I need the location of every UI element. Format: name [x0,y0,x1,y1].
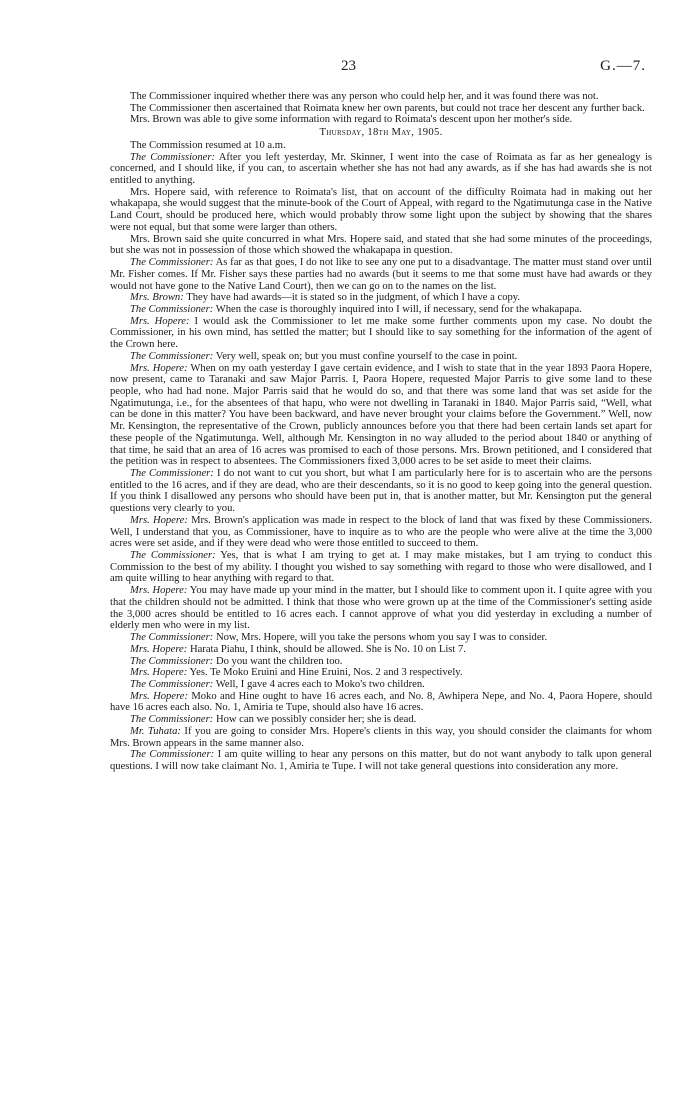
paragraph: Mrs. Brown was able to give some information with regard to Roimata's descent upon her mother's side. [130,114,573,126]
speaker: Mrs. Hopere: [130,362,188,374]
paragraph [110,468,652,515]
speaker: The Commissioner: [130,350,214,362]
paragraph [110,292,652,304]
speaker: Mrs. Hopere: [130,667,188,679]
paragraph [110,363,652,468]
speaker: Mrs. Hopere: [130,514,188,526]
paragraph [110,351,652,363]
paragraph [110,691,652,714]
paragraph-text: As far as that goes, I do not like to see any one put to a disadvantage. The matter must stand over until Mr. Fisher comes. If Mr. Fisher says these parties had no awards (but it seems to me that some must have had awards or they would not have gone to the Native Land Court), then we can go on to the names on the list. [110,257,652,292]
paragraph [110,515,652,550]
speaker: The Commissioner: [130,678,214,690]
paragraph-text: I would ask the Commissioner to let me make some further comments upon my case. No doubt the Commissioner, in his own mind, has settled the matter; but I should like to say something for the information of the agent of the Crown here. [110,315,652,351]
speaker: The Commissioner: [130,468,214,479]
paragraph [110,632,652,644]
series-label: G.—7. [600,58,646,74]
speaker: The Commissioner: [130,550,216,562]
paragraph [110,749,652,772]
speaker: Mrs. Hopere: [130,643,188,655]
speaker: Mrs. Brown: [130,292,184,304]
paragraph-text: How can we possibly consider her; she is dead. [215,714,417,726]
paragraph-text: When on my oath yesterday I gave certain evidence, and I wish to state that in the year 1893 Paora Hopere, now present, came to Taranaki and saw Major Parris. I, Paora Hopere, requested Major Parris to give some land to these people, who had had none. Major Parris said that he would do so, and that there was some land that was set aside for the Ngatimutunga, i.e., for the absentees of that hapu, who were not dwelling in Taranaki in 1840. Major Parris said, “Well, what can be done in this matter? You have been backward, and have never brought your claims before the Government.” Well, now Mr. Kensington, the representative of the Crown, publicly announces before you that there had been certain lands set apart for these people of the Ngatimutunga. Well, although Mr. Kensington in no way alluded to the period about 1840 or anything of that time, he said that an area of 16 acres was promised to each of those persons. Mrs. Brown petitioned, and I considered that the petition was in respect to absentees. The Commissioners fixed 3,000 acres to be set aside to meet their claims. [110,362,652,468]
paragraph-text: If you are going to consider Mrs. Hopere's clients in this way, you should consider the claimants for whom Mrs. Brown appears in the same manner also. [110,725,652,749]
speaker: Mr. Tuhata: [130,725,181,737]
paragraph [110,726,652,749]
paragraph [110,187,652,234]
date-heading: Thursday, 18th May, 1905. [319,127,443,139]
paragraph [110,234,652,257]
paragraph [110,304,652,316]
paragraph-text: Now, Mrs. Hopere, will you take the persons whom you say I was to consider. [215,632,548,644]
paragraph: The Commissioner then ascertained that Roimata knew her own parents, but could not trace her descent any further back. [130,102,645,114]
paragraph-text: They have had awards—it is stated so in the judgment, of which I have a copy. [186,292,521,304]
speaker: The Commissioner: [130,303,214,315]
document-body [110,91,652,773]
paragraph-text: Harata Piahu, I think, should be allowed. She is No. 10 on List 7. [189,643,466,655]
paragraph-text: When the case is thoroughly inquired into I will, if necessary, send for the whakapapa. [215,303,582,315]
page-header [0,58,700,78]
speaker: The Commissioner: [130,655,214,667]
paragraph-text: You may have made up your mind in the matter, but I should like to comment upon it. I quite agree with you that the children should not be admitted. I think that those who were grown up at the time of the Commissioner's setting aside the 3,000 acres should be entitled to 16 acres each. I cannot approve of what you did yesterday in excluding a number of elderly men who were in my list. [110,585,652,632]
paragraph-text: After you left yesterday, Mr. Skinner, I went into the case of Roimata as far as her genealogy is concerned, and I should like, if you can, to ascertain whether she has not had any awards, as if she has had awards she is not entitled to anything. [110,151,653,187]
speaker: The Commissioner: [130,257,214,269]
paragraph-text: Yes, that is what I am trying to get at. I may make mistakes, but I am trying to conduct this Commission to the best of my ability. I thought you wished to say something with regard to those who were disallowed, and I am quite willing to hear anything with regard to that. [110,550,653,585]
speaker: Mrs. Hopere: [130,315,190,327]
paragraph-text: Moko and Hine ought to have 16 acres each, and No. 8, Awhipera Nepe, and No. 4, Paora Hopere, should have 16 acres each also. No. 1, Amiria te Tupe, should also have 16 acres. [110,690,653,714]
paragraph [110,550,652,585]
paragraph [110,585,652,632]
speaker: The Commissioner: [130,714,214,726]
speaker: The Commissioner: [130,749,215,761]
paragraph [110,667,652,679]
paragraph [110,714,652,726]
paragraph-text: Yes. Te Moko Eruini and Hine Eruini, Nos. 2 and 3 respectively. [189,667,463,679]
speaker: The Commissioner: [130,632,214,644]
paragraph-text: Mrs. Hopere said, with reference to Roimata's list, that on account of the difficulty Roimata had in making out her whakapapa, she would suggest that the minute-book of the Court of Appeal, with regard to the Ngatimutunga case in the Native Land Court, should be produced here, which would probably throw some light upon the subject by showing that the shares were not equal, but that some were larger than others. [110,186,652,233]
speaker: Mrs. Hopere: [130,585,188,597]
paragraph-text: I do not want to cut you short, but what I am particularly here for is to ascertain who are the persons entitled to the 16 acres, and if they are dead, who are their descendants, so it is no good to keep going into the general question. If you think I disallowed any persons who should have been put in, that is another matter, but Mr. Kensington put the general questions very clearly to you. [110,468,652,515]
paragraph-text: Mrs. Brown's application was made in respect to the block of land that was fixed by these Commissioners. Well, I understand that you, as Commissioner, have to inquire as to who are the people who were alive at the time the 3,000 acres were set aside, and if they were dead who were those entitled to succeed to them. [110,514,653,550]
paragraph-text: Mrs. Brown said she quite concurred in what Mrs. Hopere said, and stated that she had some minutes of the proceedings, but she was not in possession of those which showed the whakapapa in question. [110,233,652,257]
paragraph [110,316,652,351]
paragraph [110,656,652,668]
paragraph-text: Very well, speak on; but you must confine yourself to the case in point. [215,350,518,362]
paragraph: The Commissioner inquired whether there was any person who could help her, and it was found there was not. [130,91,599,102]
paragraph [110,140,652,152]
page-number: 23 [341,58,356,74]
speaker: The Commissioner: [130,151,215,163]
paragraph-text: I am quite willing to hear any persons on this matter, but do not want anybody to talk upon general questions. I will now take claimant No. 1, Amiria te Tupe. I will not take general questions into consideration any more. [110,749,653,772]
paragraph-text: Well, I gave 4 acres each to Moko's two children. [215,678,425,690]
speaker: Mrs. Hopere: [130,690,188,702]
paragraph [110,644,652,656]
paragraph [110,257,652,292]
paragraph [110,152,652,187]
paragraph-text: Do you want the children too. [215,655,343,667]
paragraph [110,679,652,691]
paragraph-text: The Commission resumed at 10 a.m. [130,139,286,151]
